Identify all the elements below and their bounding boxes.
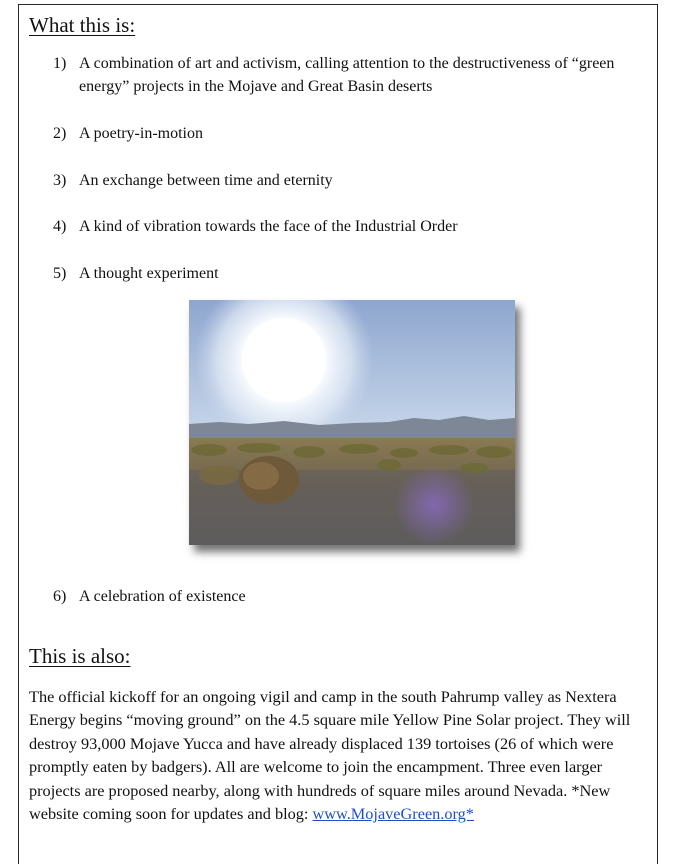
document-page <box>18 4 658 864</box>
list-text: A kind of vibration towards the face of the Industrial Order <box>79 218 458 235</box>
list-text: An exchange between time and eternity <box>79 172 333 189</box>
list-item <box>53 169 653 192</box>
list-item <box>53 215 653 238</box>
list-number: 6) <box>53 588 67 605</box>
list-number: 2) <box>53 125 67 142</box>
list-item <box>53 52 653 98</box>
body-paragraph <box>29 685 651 825</box>
mojavegreen-link[interactable]: www.MojaveGreen.org* <box>312 804 474 824</box>
list-number: 3) <box>53 172 67 189</box>
list-text: A thought experiment <box>79 265 219 282</box>
desert-photo <box>189 300 515 545</box>
list-number: 5) <box>53 265 67 282</box>
list-number: 1) <box>53 55 67 72</box>
list-text: A combination of art and activism, calling attention to the destructiveness of “green energy” projects in the Mojave and Great Basin deserts <box>79 55 615 95</box>
list-item <box>53 122 653 145</box>
list-text: A celebration of existence <box>79 588 246 605</box>
paragraph-text: The official kickoff for an ongoing vigil and camp in the south Pahrump valley as Nextera Energy begins “moving ground” on the 4.5 square mile Yellow Pine Solar project. They will destroy 93,000 Mojave Yucca and have already displaced 139 tortoises (26 of which were promptly eaten by badgers). All are welcome to join the encampment. Three even larger projects are proposed nearby, along with hundreds of square miles around Nevada. *New website coming soon for updates and blog: <box>29 687 631 824</box>
list-item <box>53 262 653 285</box>
list-text: A poetry-in-motion <box>79 125 203 142</box>
list-number: 4) <box>53 218 67 235</box>
what-this-is-heading: What this is: <box>29 13 136 37</box>
desert-landscape-image <box>189 300 515 545</box>
this-is-also-heading: This is also: <box>29 644 131 668</box>
list-item <box>53 585 653 608</box>
